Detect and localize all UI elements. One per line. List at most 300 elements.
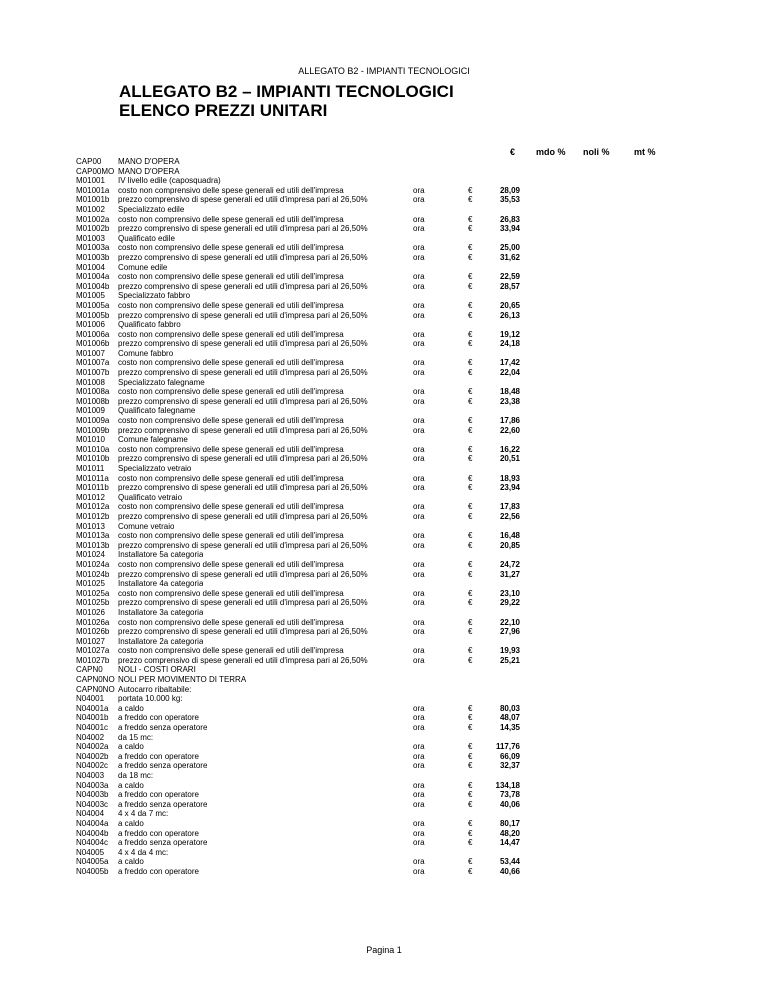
item-currency: € xyxy=(468,483,473,493)
item-description: Qualificato edile xyxy=(118,233,175,243)
item-description: prezzo comprensivo di spese generali ed utili d'impresa pari al 26,50% xyxy=(118,425,368,435)
item-description: costo non comprensivo delle spese generali ed utili dell'impresa xyxy=(118,444,344,454)
item-description: prezzo comprensivo di spese generali ed utili d'impresa pari al 26,50% xyxy=(118,540,368,550)
item-currency: € xyxy=(468,742,473,752)
item-unit: ora xyxy=(413,185,425,195)
item-currency: € xyxy=(468,646,473,656)
item-price: 27,96 xyxy=(499,627,520,637)
list-item xyxy=(0,186,768,196)
item-price: 35,53 xyxy=(499,195,520,205)
list-item xyxy=(0,205,768,215)
item-description: costo non comprensivo delle spese generali ed utili dell'impresa xyxy=(118,387,344,397)
item-unit: ora xyxy=(413,224,425,234)
item-description: Qualificato fabbro xyxy=(118,320,181,330)
item-unit: ora xyxy=(413,540,425,550)
item-unit: ora xyxy=(413,723,425,733)
item-price: 134,18 xyxy=(495,780,520,790)
item-currency: € xyxy=(468,559,473,569)
item-description: a freddo senza operatore xyxy=(118,761,208,771)
list-item xyxy=(0,570,768,580)
list-item xyxy=(0,243,768,253)
item-code: N04003b xyxy=(76,790,109,800)
item-unit: ora xyxy=(413,598,425,608)
list-item xyxy=(0,656,768,666)
item-description: Installatore 4a categoria xyxy=(118,579,204,589)
item-currency: € xyxy=(468,617,473,627)
item-currency: € xyxy=(468,224,473,234)
list-item xyxy=(0,829,768,839)
item-code: M01024a xyxy=(76,559,110,569)
item-code: M01011a xyxy=(76,473,109,483)
item-code: M01013b xyxy=(76,540,110,550)
item-currency: € xyxy=(468,195,473,205)
item-currency: € xyxy=(468,828,473,838)
item-currency: € xyxy=(468,627,473,637)
item-code: N04004a xyxy=(76,818,109,828)
item-code: N04004 xyxy=(76,809,105,819)
item-description: costo non comprensivo delle spese generali ed utili dell'impresa xyxy=(118,416,344,426)
list-item xyxy=(0,176,768,186)
item-description: Specializzato fabbro xyxy=(118,291,191,301)
item-code: M01006b xyxy=(76,339,110,349)
item-currency: € xyxy=(468,358,473,368)
item-currency: € xyxy=(468,588,473,598)
item-currency: € xyxy=(468,252,473,262)
item-price: 19,93 xyxy=(499,646,520,656)
item-description: Installatore 2a categoria xyxy=(118,636,204,646)
item-currency: € xyxy=(468,339,473,349)
item-unit: ora xyxy=(413,703,425,713)
list-item xyxy=(0,234,768,244)
list-item xyxy=(0,215,768,225)
item-price: 26,83 xyxy=(499,214,520,224)
item-currency: € xyxy=(468,185,473,195)
item-price: 16,22 xyxy=(499,444,520,454)
item-price: 23,94 xyxy=(499,483,520,493)
item-code: M01004b xyxy=(76,281,110,291)
item-code: M01008 xyxy=(76,377,105,387)
item-code: M01001b xyxy=(76,195,110,205)
list-item xyxy=(0,781,768,791)
item-description: costo non comprensivo delle spese generali ed utili dell'impresa xyxy=(118,502,344,512)
item-description: NOLI - COSTI ORARI xyxy=(118,665,196,675)
list-item xyxy=(0,339,768,349)
item-currency: € xyxy=(468,531,473,541)
item-price: 40,06 xyxy=(499,799,520,809)
item-description: 4 x 4 da 4 mc: xyxy=(118,847,169,857)
item-description: a freddo con operatore xyxy=(118,751,199,761)
item-code: M01012b xyxy=(76,511,110,521)
item-unit: ora xyxy=(413,425,425,435)
item-code: M01002a xyxy=(76,214,110,224)
list-item xyxy=(0,349,768,359)
item-price: 22,10 xyxy=(499,617,520,627)
item-unit: ora xyxy=(413,214,425,224)
item-description: costo non comprensivo delle spese generali ed utili dell'impresa xyxy=(118,588,344,598)
list-item xyxy=(0,675,768,685)
item-price: 33,94 xyxy=(499,224,520,234)
item-price: 20,85 xyxy=(499,540,520,550)
list-item xyxy=(0,752,768,762)
list-item xyxy=(0,531,768,541)
item-code: M01026a xyxy=(76,617,110,627)
list-item xyxy=(0,761,768,771)
column-header-currency: € xyxy=(510,147,516,157)
item-description: costo non comprensivo delle spese generali ed utili dell'impresa xyxy=(118,243,344,253)
item-currency: € xyxy=(468,473,473,483)
item-code: N04003c xyxy=(76,799,109,809)
list-item xyxy=(0,282,768,292)
item-unit: ora xyxy=(413,655,425,665)
item-unit: ora xyxy=(413,799,425,809)
item-price: 66,09 xyxy=(499,751,520,761)
item-currency: € xyxy=(468,761,473,771)
item-price: 80,17 xyxy=(499,818,520,828)
item-currency: € xyxy=(468,444,473,454)
item-description: da 15 mc: xyxy=(118,732,154,742)
item-code: M01008b xyxy=(76,396,110,406)
item-code: M01003 xyxy=(76,233,105,243)
list-item xyxy=(0,291,768,301)
item-description: prezzo comprensivo di spese generali ed utili d'impresa pari al 26,50% xyxy=(118,598,368,608)
item-price: 18,93 xyxy=(499,473,520,483)
item-description: a freddo senza operatore xyxy=(118,723,208,733)
item-currency: € xyxy=(468,272,473,282)
item-description: portata 10.000 kg: xyxy=(118,694,183,704)
item-unit: ora xyxy=(413,588,425,598)
item-description: prezzo comprensivo di spese generali ed utili d'impresa pari al 26,50% xyxy=(118,454,368,464)
item-unit: ora xyxy=(413,416,425,426)
item-code: N04002 xyxy=(76,732,105,742)
item-code: N04001a xyxy=(76,703,109,713)
list-item xyxy=(0,397,768,407)
list-item xyxy=(0,195,768,205)
item-price: 14,47 xyxy=(499,838,520,848)
item-description: prezzo comprensivo di spese generali ed utili d'impresa pari al 26,50% xyxy=(118,483,368,493)
item-description: Comune edile xyxy=(118,262,168,272)
list-item xyxy=(0,301,768,311)
item-description: Installatore 5a categoria xyxy=(118,550,204,560)
item-price: 16,48 xyxy=(499,531,520,541)
item-currency: € xyxy=(468,281,473,291)
list-item xyxy=(0,646,768,656)
item-description: Specializzato vetraio xyxy=(118,464,192,473)
list-item xyxy=(0,406,768,416)
list-item xyxy=(0,637,768,647)
item-code: M01011 xyxy=(76,464,105,473)
item-currency: € xyxy=(468,214,473,224)
item-code: M01024b xyxy=(76,569,110,579)
item-code: N04002c xyxy=(76,761,109,771)
list-item xyxy=(0,713,768,723)
item-currency: € xyxy=(468,454,473,464)
item-currency: € xyxy=(468,598,473,608)
item-code: M01010b xyxy=(76,454,110,464)
item-code: M01025a xyxy=(76,588,110,598)
list-item xyxy=(0,311,768,321)
list-item xyxy=(0,474,768,484)
item-description: prezzo comprensivo di spese generali ed utili d'impresa pari al 26,50% xyxy=(118,569,368,579)
list-item xyxy=(0,167,768,177)
list-item xyxy=(0,378,768,388)
column-header-mt: mt % xyxy=(634,147,656,157)
item-unit: ora xyxy=(413,761,425,771)
item-description: costo non comprensivo delle spese generali ed utili dell'impresa xyxy=(118,646,344,656)
item-price: 25,21 xyxy=(499,655,520,665)
item-unit: ora xyxy=(413,531,425,541)
list-item xyxy=(0,224,768,234)
item-description: costo non comprensivo delle spese generali ed utili dell'impresa xyxy=(118,358,344,368)
list-item xyxy=(0,694,768,704)
item-description: MANO D'OPERA xyxy=(118,166,180,176)
item-price: 17,83 xyxy=(499,502,520,512)
item-code: M01008a xyxy=(76,387,110,397)
item-description: a caldo xyxy=(118,703,144,713)
item-price: 20,51 xyxy=(499,454,520,464)
item-unit: ora xyxy=(413,329,425,339)
item-description: IV livello edile (caposquadra) xyxy=(118,176,221,186)
list-item xyxy=(0,809,768,819)
item-description: Installatore 3a categoria xyxy=(118,607,204,617)
item-description: MANO D'OPERA xyxy=(118,157,180,166)
item-price: 22,04 xyxy=(499,368,520,378)
item-unit: ora xyxy=(413,339,425,349)
item-unit: ora xyxy=(413,483,425,493)
item-unit: ora xyxy=(413,646,425,656)
item-code: M01012a xyxy=(76,502,110,512)
column-header-mdo: mdo % xyxy=(536,147,566,157)
item-price: 48,20 xyxy=(499,828,520,838)
item-unit: ora xyxy=(413,866,425,876)
item-code: M01010 xyxy=(76,435,105,445)
item-code: M01007 xyxy=(76,348,105,358)
item-code: M01002 xyxy=(76,204,105,214)
item-code: M01004a xyxy=(76,272,110,282)
item-price: 18,48 xyxy=(499,387,520,397)
item-description: prezzo comprensivo di spese generali ed utili d'impresa pari al 26,50% xyxy=(118,627,368,637)
item-code: M01025 xyxy=(76,579,105,589)
item-description: costo non comprensivo delle spese generali ed utili dell'impresa xyxy=(118,300,344,310)
item-currency: € xyxy=(468,511,473,521)
item-price: 31,27 xyxy=(499,569,520,579)
item-code: N04004c xyxy=(76,838,109,848)
item-description: costo non comprensivo delle spese generali ed utili dell'impresa xyxy=(118,214,344,224)
item-code: M01007b xyxy=(76,368,110,378)
list-item xyxy=(0,435,768,445)
item-currency: € xyxy=(468,502,473,512)
item-description: prezzo comprensivo di spese generali ed utili d'impresa pari al 26,50% xyxy=(118,396,368,406)
item-price: 17,42 xyxy=(499,358,520,368)
item-code: M01003a xyxy=(76,243,110,253)
item-code: CAPN0NO xyxy=(76,675,115,685)
item-currency: € xyxy=(468,713,473,723)
item-price: 23,38 xyxy=(499,396,520,406)
item-description: Comune vetraio xyxy=(118,521,175,531)
item-code: N04002b xyxy=(76,751,109,761)
list-item xyxy=(0,253,768,263)
item-unit: ora xyxy=(413,818,425,828)
item-description: costo non comprensivo delle spese generali ed utili dell'impresa xyxy=(118,531,344,541)
list-item xyxy=(0,867,768,877)
item-currency: € xyxy=(468,790,473,800)
item-unit: ora xyxy=(413,790,425,800)
item-price: 53,44 xyxy=(499,857,520,867)
item-description: prezzo comprensivo di spese generali ed utili d'impresa pari al 26,50% xyxy=(118,511,368,521)
item-price: 24,18 xyxy=(499,339,520,349)
item-code: M01027b xyxy=(76,655,110,665)
item-currency: € xyxy=(468,857,473,867)
list-item xyxy=(0,445,768,455)
item-price: 40,66 xyxy=(499,866,520,876)
item-description: costo non comprensivo delle spese generali ed utili dell'impresa xyxy=(118,272,344,282)
item-unit: ora xyxy=(413,368,425,378)
item-unit: ora xyxy=(413,396,425,406)
list-item xyxy=(0,387,768,397)
item-code: N04004b xyxy=(76,828,109,838)
list-item xyxy=(0,560,768,570)
list-item xyxy=(0,608,768,618)
item-code: N04001b xyxy=(76,713,109,723)
item-currency: € xyxy=(468,799,473,809)
item-code: M01024 xyxy=(76,550,105,560)
item-unit: ora xyxy=(413,444,425,454)
item-unit: ora xyxy=(413,300,425,310)
item-unit: ora xyxy=(413,454,425,464)
item-code: M01002b xyxy=(76,224,110,234)
list-item xyxy=(0,502,768,512)
list-item xyxy=(0,416,768,426)
item-description: costo non comprensivo delle spese generali ed utili dell'impresa xyxy=(118,473,344,483)
item-currency: € xyxy=(468,540,473,550)
item-code: N04001c xyxy=(76,723,109,733)
item-description: Autocarro ribaltabile: xyxy=(118,684,192,694)
item-currency: € xyxy=(468,818,473,828)
item-unit: ora xyxy=(413,358,425,368)
item-description: prezzo comprensivo di spese generali ed utili d'impresa pari al 26,50% xyxy=(118,310,368,320)
list-item xyxy=(0,454,768,464)
item-code: M01005b xyxy=(76,310,110,320)
title-line-1: ALLEGATO B2 – IMPIANTI TECNOLOGICI xyxy=(119,82,454,101)
list-item xyxy=(0,358,768,368)
item-code: M01027a xyxy=(76,646,110,656)
list-item xyxy=(0,493,768,503)
item-currency: € xyxy=(468,300,473,310)
item-price: 25,00 xyxy=(499,243,520,253)
item-unit: ora xyxy=(413,559,425,569)
item-code: M01013a xyxy=(76,531,110,541)
list-item xyxy=(0,368,768,378)
item-currency: € xyxy=(468,243,473,253)
item-code: CAPN0NO xyxy=(76,684,115,694)
list-item xyxy=(0,272,768,282)
item-code: M01013 xyxy=(76,521,105,531)
item-code: M01011b xyxy=(76,483,109,493)
item-unit: ora xyxy=(413,838,425,848)
list-item xyxy=(0,857,768,867)
column-header-noli: noli % xyxy=(583,147,610,157)
list-item xyxy=(0,800,768,810)
item-unit: ora xyxy=(413,751,425,761)
item-currency: € xyxy=(468,838,473,848)
list-item xyxy=(0,819,768,829)
list-item xyxy=(0,579,768,589)
item-description: a caldo xyxy=(118,742,144,752)
list-item xyxy=(0,790,768,800)
item-description: a freddo con operatore xyxy=(118,713,199,723)
item-code: M01006 xyxy=(76,320,105,330)
item-code: M01004 xyxy=(76,262,105,272)
item-description: costo non comprensivo delle spese generali ed utili dell'impresa xyxy=(118,617,344,627)
item-code: N04005 xyxy=(76,847,105,857)
item-description: prezzo comprensivo di spese generali ed utili d'impresa pari al 26,50% xyxy=(118,195,368,205)
item-code: M01027 xyxy=(76,636,105,646)
item-code: N04001 xyxy=(76,694,105,704)
item-currency: € xyxy=(468,396,473,406)
list-item xyxy=(0,157,768,167)
item-code: M01005a xyxy=(76,300,110,310)
item-unit: ora xyxy=(413,195,425,205)
item-description: prezzo comprensivo di spese generali ed utili d'impresa pari al 26,50% xyxy=(118,281,368,291)
list-item xyxy=(0,320,768,330)
item-price: 73,78 xyxy=(499,790,520,800)
item-description: da 18 mc: xyxy=(118,771,154,780)
item-price: 23,10 xyxy=(499,588,520,598)
item-code: M01001a xyxy=(76,185,110,195)
list-item xyxy=(0,665,768,675)
title-line-2: ELENCO PREZZI UNITARI xyxy=(119,101,328,120)
item-description: costo non comprensivo delle spese generali ed utili dell'impresa xyxy=(118,185,344,195)
item-description: prezzo comprensivo di spese generali ed utili d'impresa pari al 26,50% xyxy=(118,368,368,378)
list-item xyxy=(0,550,768,560)
item-unit: ora xyxy=(413,713,425,723)
item-code: N04002a xyxy=(76,742,109,752)
item-price: 26,13 xyxy=(499,310,520,320)
item-description: Qualificato falegname xyxy=(118,406,196,416)
item-code: CAPN0 xyxy=(76,665,103,675)
list-item xyxy=(0,263,768,273)
item-description: a caldo xyxy=(118,857,144,867)
item-description: a freddo con operatore xyxy=(118,828,199,838)
item-code: N04005b xyxy=(76,866,109,876)
item-price: 117,76 xyxy=(495,742,520,752)
item-unit: ora xyxy=(413,511,425,521)
item-code: M01001 xyxy=(76,176,105,186)
item-description: costo non comprensivo delle spese generali ed utili dell'impresa xyxy=(118,329,344,339)
item-description: Comune fabbro xyxy=(118,348,174,358)
item-code: M01012 xyxy=(76,492,105,502)
list-item xyxy=(0,723,768,733)
list-item xyxy=(0,598,768,608)
item-price: 28,09 xyxy=(499,185,520,195)
list-item xyxy=(0,330,768,340)
list-item xyxy=(0,464,768,474)
item-code: M01003b xyxy=(76,252,110,262)
item-currency: € xyxy=(468,425,473,435)
list-item xyxy=(0,848,768,858)
item-code: M01025b xyxy=(76,598,110,608)
item-currency: € xyxy=(468,866,473,876)
item-price: 22,59 xyxy=(499,272,520,282)
item-description: prezzo comprensivo di spese generali ed utili d'impresa pari al 26,50% xyxy=(118,339,368,349)
item-currency: € xyxy=(468,751,473,761)
item-code: M01006a xyxy=(76,329,110,339)
list-item xyxy=(0,685,768,695)
item-code: M01009a xyxy=(76,416,110,426)
item-description: prezzo comprensivo di spese generali ed utili d'impresa pari al 26,50% xyxy=(118,224,368,234)
item-currency: € xyxy=(468,655,473,665)
item-unit: ora xyxy=(413,387,425,397)
item-description: NOLI PER MOVIMENTO DI TERRA xyxy=(118,675,247,685)
